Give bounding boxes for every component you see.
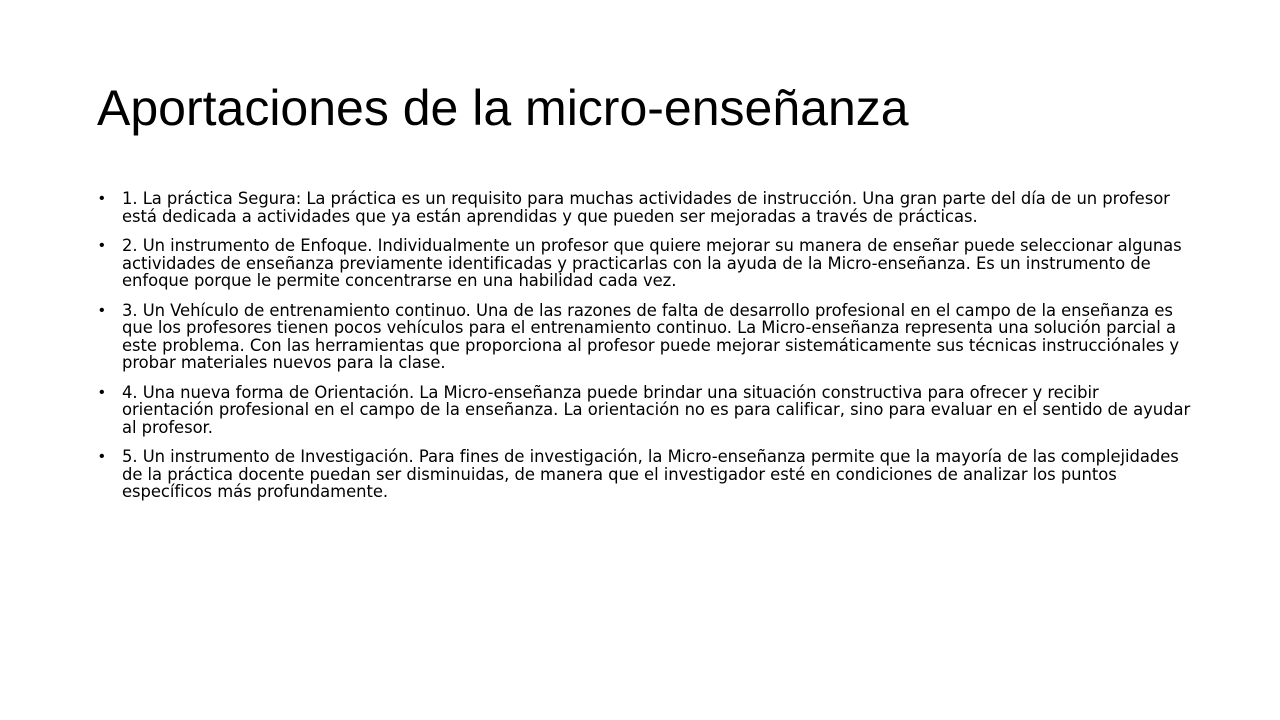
bullet-text: 2. Un instrumento de Enfoque. Individualmente un profesor que quiere mejorar su manera de enseñar puede seleccionar algunas actividades de enseñanza previamente identificadas y practicarlas con la ayuda de la Micro-enseñanza. Es un instrumento de enfoque porque le permite concentrarse en una habilidad cada vez.: [122, 236, 1182, 290]
bullet-text: 1. La práctica Segura: La práctica es un requisito para muchas actividades de instrucción. Una gran parte del día de un profesor está dedicada a actividades que ya están aprendidas y que pueden ser mejoradas a través de prácticas.: [122, 189, 1170, 226]
bullet-text: 5. Un instrumento de Investigación. Para fines de investigación, la Micro-enseñanza permite que la mayoría de las complejidades de la práctica docente puedan ser disminuidas, de manera que el investigador esté en condiciones de analizar los puntos específicos más profundamente.: [122, 447, 1179, 501]
bullet-text: 4. Una nueva forma de Orientación. La Micro-enseñanza puede brindar una situación constructiva para ofrecer y recibir orientación profesional en el campo de la enseñanza. La orientación no es para calificar, sino para evaluar en el sentido de ayudar al profesor.: [122, 382, 1191, 437]
bullet-dot-icon: •: [99, 448, 105, 465]
bullet-text: 3. Un Vehículo de entrenamiento continuo. Una de las razones de falta de desarrollo profesional en el campo de la enseñanza es que los profesores tienen pocos vehículos para el entrenamiento continuo. La Micro-enseñanza representa una solución parcial a este problema. Con las herramientas que proporciona al profesor puede mejorar sistemáticamente sus técnicas instrucciónales y probar materiales nuevos para la clase.: [122, 300, 1180, 372]
bullet-dot-icon: •: [99, 237, 105, 254]
bullet-item: [99, 382, 1194, 437]
bullet-item: [99, 189, 1194, 226]
slide-title: Aportaciones de la micro-enseñanza: [97, 80, 909, 136]
bullet-list: [99, 189, 1194, 513]
bullet-item: [99, 300, 1194, 372]
bullet-item: [99, 447, 1194, 501]
bullet-dot-icon: •: [99, 383, 105, 401]
bullet-dot-icon: •: [99, 301, 105, 319]
bullet-item: [99, 236, 1194, 290]
bullet-dot-icon: •: [99, 190, 105, 207]
